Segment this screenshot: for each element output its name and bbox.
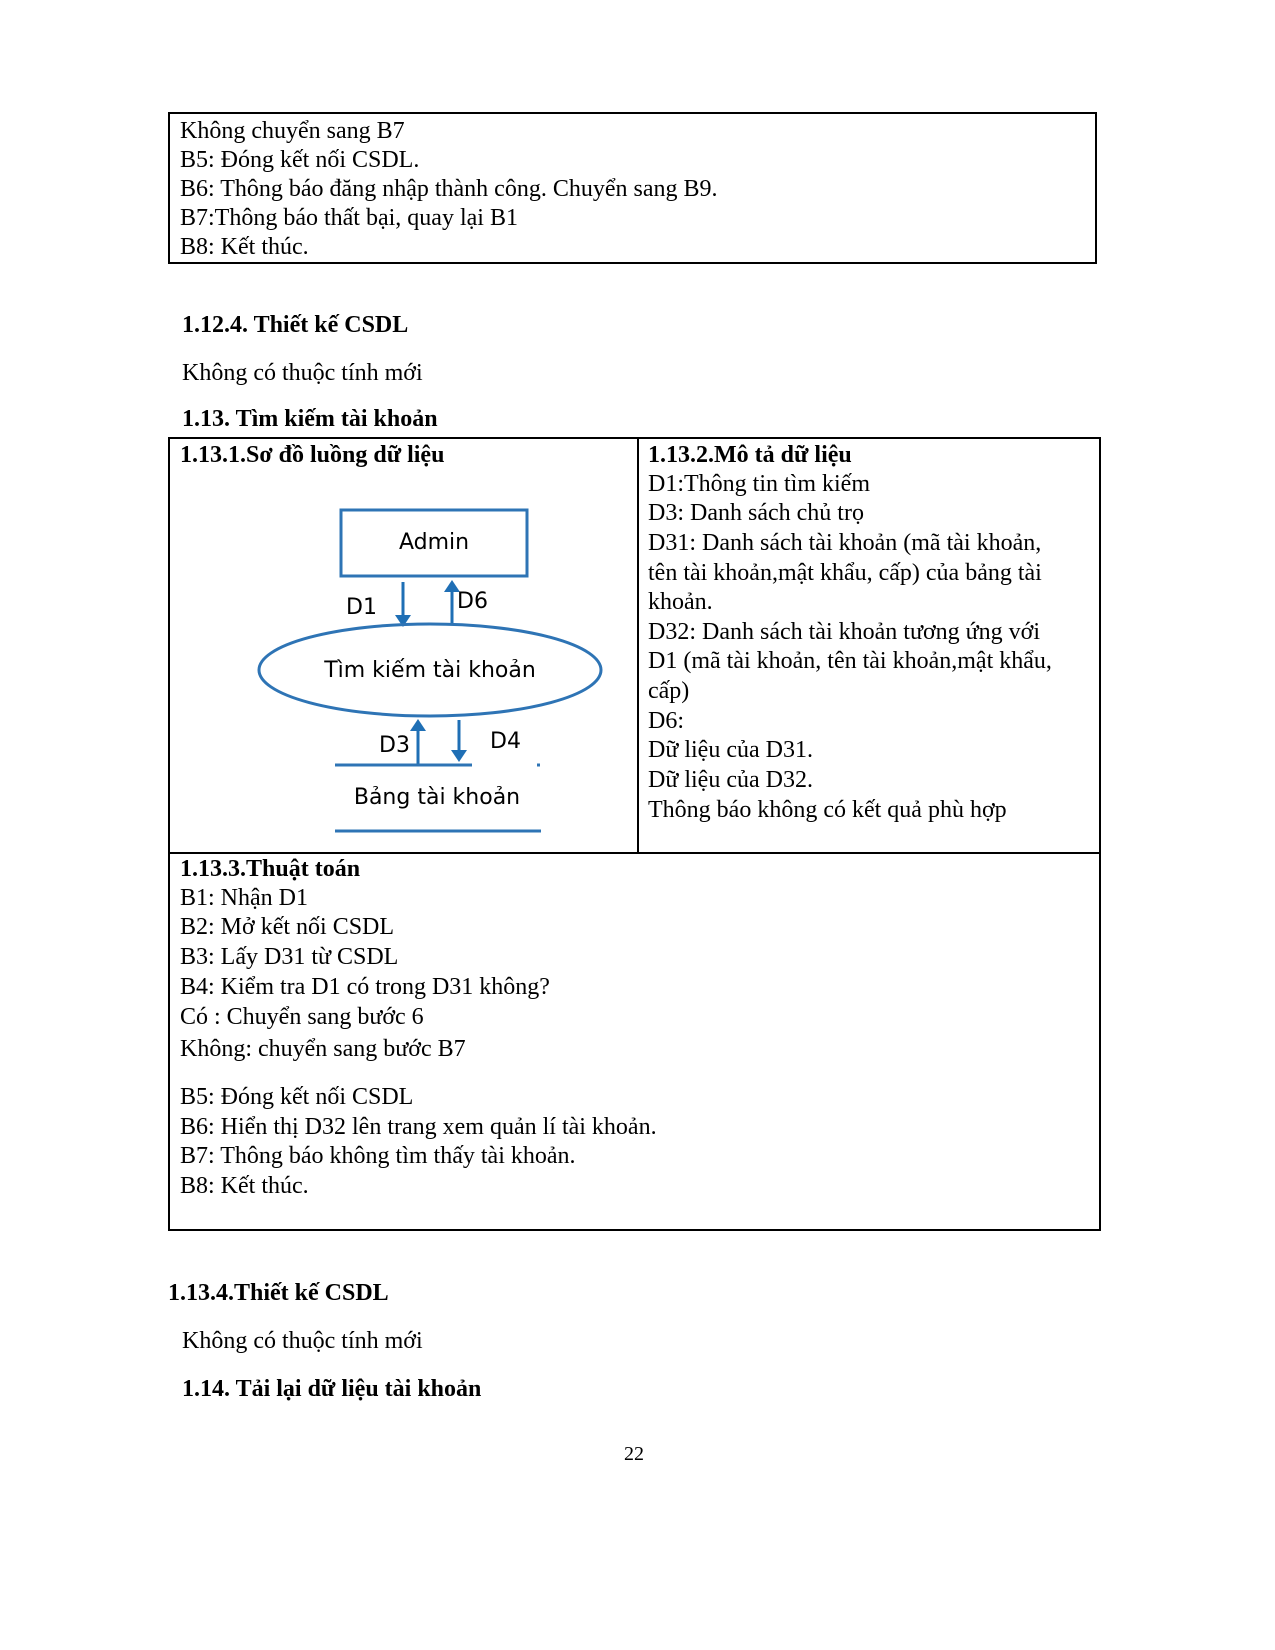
datastore-label: Bảng tài khoản [353,785,521,810]
top-box-line: Không chuyển sang B7 [180,118,405,144]
data-description-line: D31: Danh sách tài khoản (mã tài khoản, [648,530,1042,556]
data-description-line: D3: Danh sách chủ trọ [648,500,864,526]
algorithm-line: B5: Đóng kết nối CSDL [180,1084,414,1110]
page-number: 22 [624,1443,644,1465]
top-box-line: B7:Thông báo thất bại, quay lại B1 [180,205,518,231]
flow-d6-label: D6 [457,589,488,614]
data-description-line: khoản. [648,589,713,615]
search-process-label: Tìm kiếm tài khoản [324,658,536,683]
algorithm-line: B2: Mở kết nối CSDL [180,914,395,940]
top-box-line: B8: Kết thúc. [180,234,309,260]
algorithm-title: 1.13.3.Thuật toán [180,856,361,882]
algorithm-line: Không: chuyển sang bước B7 [180,1036,466,1062]
section-text-1-13-4: Không có thuộc tính mới [182,1328,423,1354]
section-heading-1-14: 1.14. Tải lại dữ liệu tài khoản [182,1376,482,1402]
flow-d3-label: D3 [379,733,410,758]
algorithm-line: B6: Hiển thị D32 lên trang xem quản lí tài khoản. [180,1114,657,1140]
algorithm-line: B8: Kết thúc. [180,1173,309,1199]
algorithm-line: B3: Lấy D31 từ CSDL [180,944,399,970]
flow-diagram-title: 1.13.1.Sơ đồ luồng dữ liệu [180,442,445,468]
data-description-line: D6: [648,708,684,734]
table-divider-vertical [637,437,639,853]
section-heading-1-12-4: 1.12.4. Thiết kế CSDL [182,312,409,338]
algorithm-line: B7: Thông báo không tìm thấy tài khoản. [180,1143,576,1169]
top-box-line: B5: Đóng kết nối CSDL. [180,147,420,173]
data-description-line: Thông báo không có kết quả phù hợp [648,797,1007,823]
flow-d4-arrowhead [451,750,467,762]
data-description-title: 1.13.2.Mô tả dữ liệu [648,442,852,468]
data-flow-diagram [170,470,635,850]
top-algorithm-box [168,112,1097,264]
section-heading-1-13: 1.13. Tìm kiếm tài khoản [182,406,438,432]
algorithm-line: B4: Kiểm tra D1 có trong D31 không? [180,974,550,1000]
data-description-line: Dữ liệu của D31. [648,737,813,763]
algorithm-line: Có : Chuyển sang bước 6 [180,1004,424,1030]
data-description-line: Dữ liệu của D32. [648,767,813,793]
admin-entity-label: Admin [398,530,470,555]
flow-d4-label: D4 [490,729,521,754]
data-description-line: D32: Danh sách tài khoản tương ứng với [648,619,1041,645]
flow-d3-arrowhead [410,719,426,731]
algorithm-line: B1: Nhận D1 [180,885,308,911]
data-description-line: D1 (mã tài khoản, tên tài khoản,mật khẩu, [648,648,1052,674]
data-description-line: tên tài khoản,mật khẩu, cấp) của bảng tài [648,560,1042,586]
data-description-line: cấp) [648,678,690,704]
flow-d1-label: D1 [346,595,377,620]
section-text-1-12-4: Không có thuộc tính mới [182,360,423,386]
data-description-line: D1:Thông tin tìm kiếm [648,471,870,497]
top-box-line: B6: Thông báo đăng nhập thành công. Chuyển sang B9. [180,176,718,202]
section-heading-1-13-4: 1.13.4.Thiết kế CSDL [168,1280,389,1306]
